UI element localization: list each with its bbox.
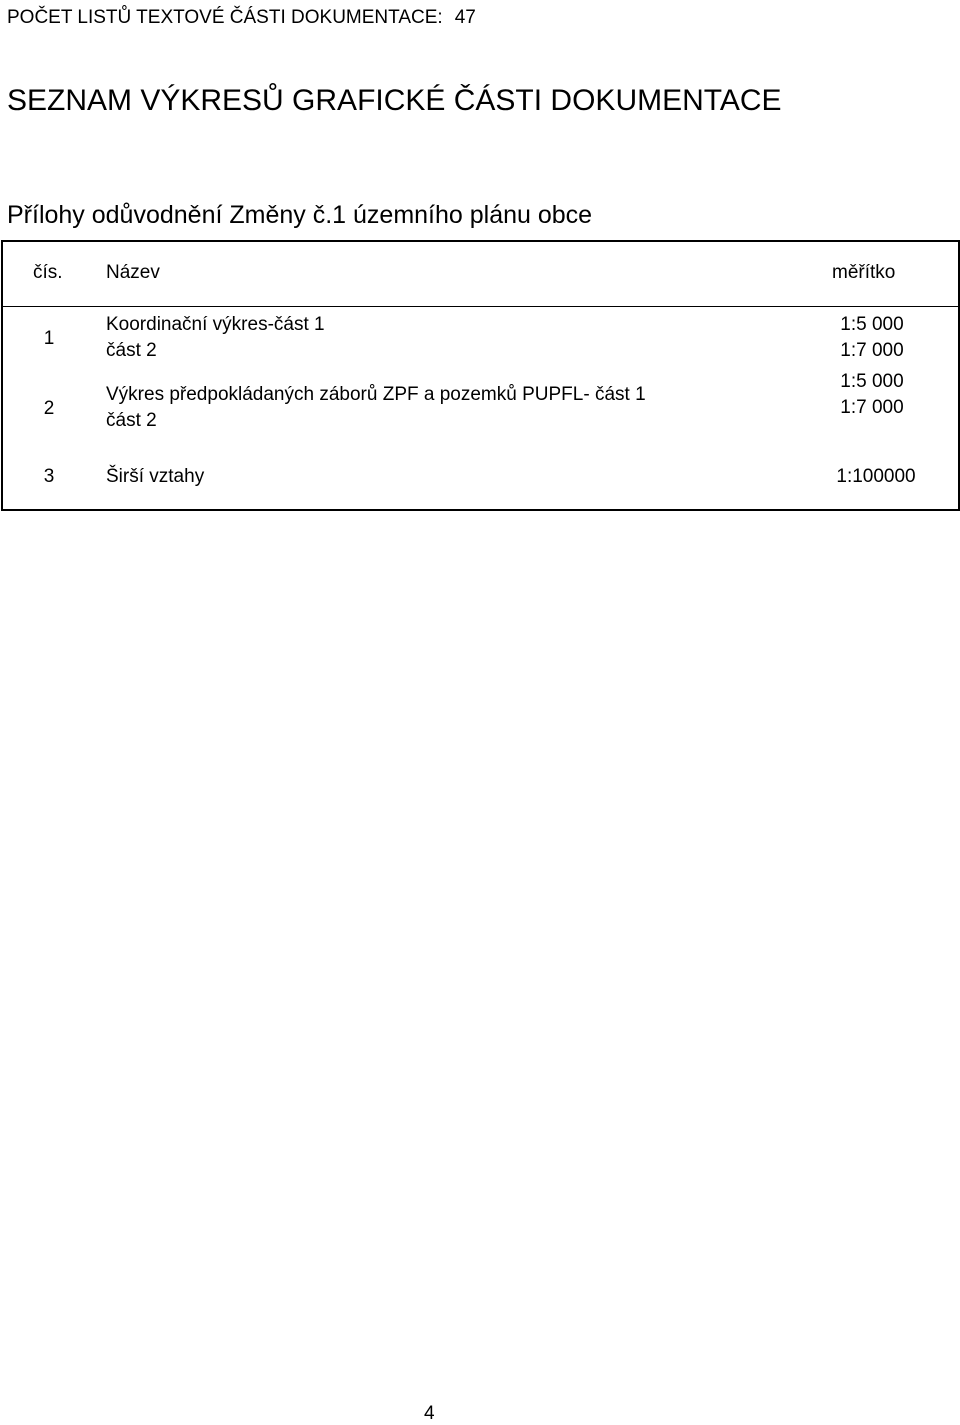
row-scale-line: 1:7 000 — [840, 397, 904, 418]
drawings-table — [1, 240, 960, 511]
header-divider — [3, 306, 958, 307]
row-scale-line: 1:5 000 — [840, 371, 904, 392]
page-title: SEZNAM VÝKRESŮ GRAFICKÉ ČÁSTI DOKUMENTACE — [7, 84, 782, 117]
row-scale-line: 1:100000 — [836, 466, 916, 487]
column-header-number: čís. — [33, 262, 63, 283]
section-subtitle: Přílohy odůvodnění Změny č.1 územního plánu obce — [7, 201, 593, 229]
row-scale-line: 1:7 000 — [840, 340, 904, 361]
page-number: 4 — [424, 1403, 435, 1424]
row-number: 1 — [43, 328, 55, 349]
row-number: 3 — [43, 466, 55, 487]
column-header-name: Název — [106, 262, 160, 283]
row-number: 2 — [43, 398, 55, 419]
row-name-line: část 2 — [106, 340, 157, 361]
document-count-label: POČET LISTŮ TEXTOVÉ ČÁSTI DOKUMENTACE: — [7, 7, 443, 28]
row-name-line: Širší vztahy — [106, 466, 205, 487]
row-name-line: část 2 — [106, 410, 157, 431]
column-header-scale: měřítko — [832, 262, 896, 283]
document-count-value: 47 — [454, 7, 476, 28]
document-count-line — [7, 7, 476, 29]
row-name-line: Výkres předpokládaných záborů ZPF a pozemků PUPFL- část 1 — [106, 384, 646, 405]
row-name-line: Koordinační výkres-část 1 — [106, 314, 325, 335]
row-scale-line: 1:5 000 — [840, 314, 904, 335]
